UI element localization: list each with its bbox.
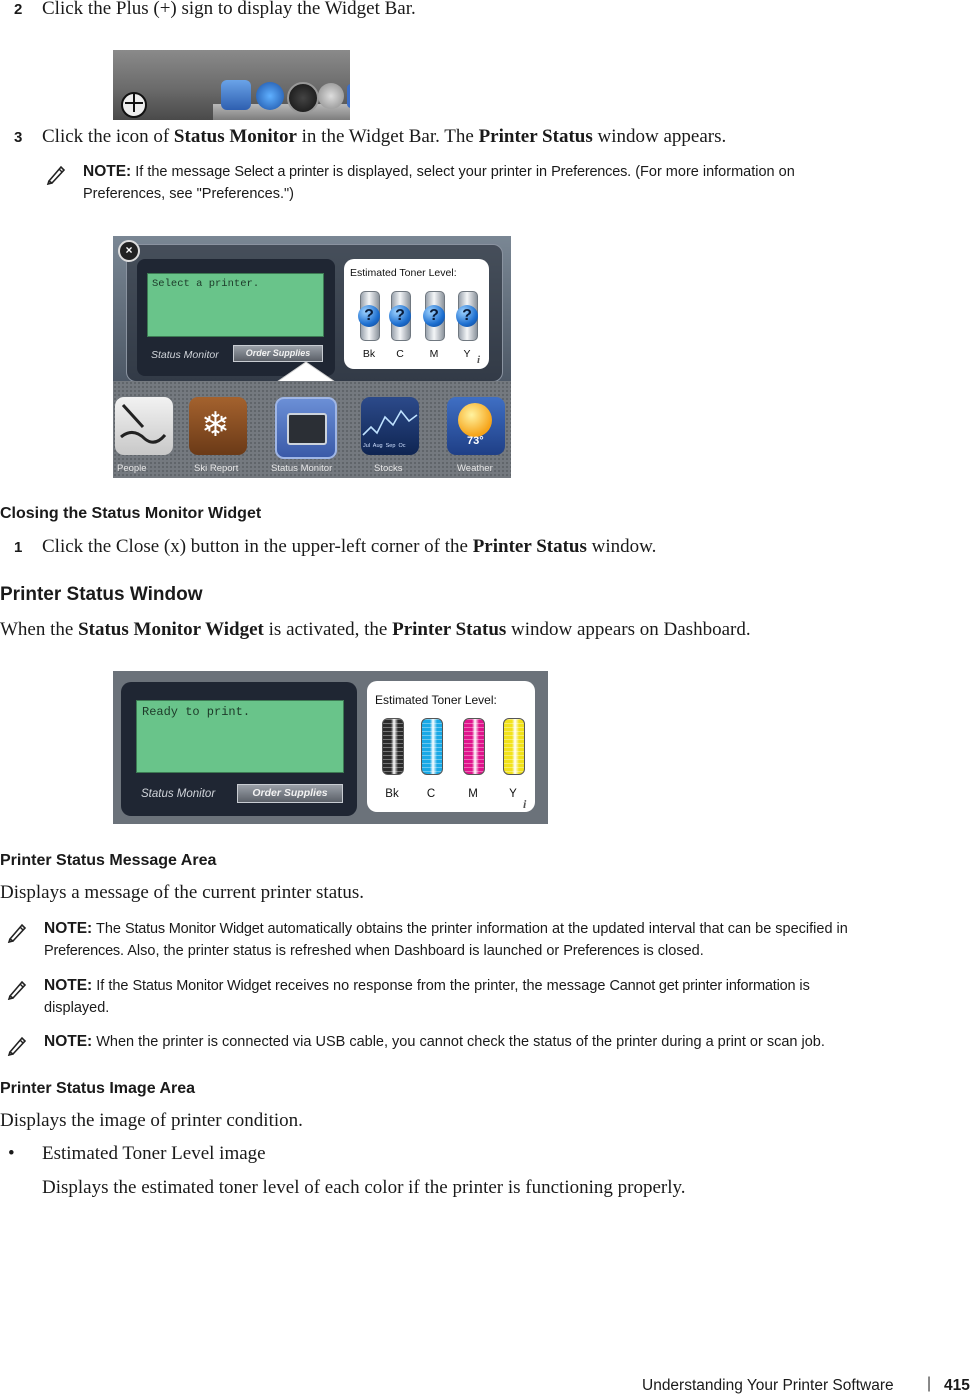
unknown-level-icon: ?: [358, 305, 380, 327]
note-pencil-icon: [45, 163, 67, 185]
footer-separator: |: [927, 1375, 932, 1392]
step-number: 1: [14, 539, 23, 556]
dock-label-ski-report: Ski Report: [194, 463, 239, 474]
dock-label-people: People: [117, 463, 147, 474]
footer-section-title: Understanding Your Printer Software: [642, 1377, 894, 1394]
printer-status-window-screenshot: [113, 671, 548, 824]
step-number: 2: [14, 1, 23, 18]
people-widget-icon[interactable]: [115, 397, 173, 455]
snowflake-icon: ❄: [201, 405, 230, 445]
toner-label-bk: Bk: [385, 788, 399, 800]
dashboard-icon: [287, 82, 319, 114]
dock-label-status-monitor: Status Monitor: [271, 463, 333, 474]
mail-icon: [347, 84, 350, 108]
toner-label-c: C: [396, 348, 404, 360]
toner-label-m: M: [429, 348, 439, 360]
weather-temperature: 73°: [467, 435, 484, 447]
note-pencil-icon: [6, 978, 28, 1000]
paragraph: When the Status Monitor Widget is activated, the Printer Status window appears on Dashboard.: [0, 619, 751, 640]
toner-cylinder-c: [421, 718, 443, 775]
paragraph: Displays a message of the current printer status.: [0, 882, 365, 903]
info-icon[interactable]: i: [523, 797, 527, 811]
sun-icon: [458, 403, 492, 437]
stocks-widget-icon[interactable]: [361, 397, 419, 455]
dock-label-weather: Weather: [457, 463, 493, 474]
toner-level-panel: [344, 259, 489, 369]
safari-icon: [318, 83, 344, 109]
unknown-level-icon: ?: [456, 305, 478, 327]
note: NOTE: The Status Monitor Widget automatically obtains the printer information at the updated interval that can be specified in Preferences. Also, the printer status is refreshed when Dashboard is launched or Preferences is closed.: [44, 920, 848, 959]
unknown-level-icon: ?: [389, 305, 411, 327]
status-monitor-widget-screenshot: [113, 236, 511, 478]
step-number: 3: [14, 129, 23, 146]
toner-level-title: Estimated Toner Level:: [350, 267, 457, 279]
section-heading: Closing the Status Monitor Widget: [0, 505, 262, 522]
status-monitor-label: Status Monitor: [141, 788, 216, 800]
toner-cylinder-m: [463, 718, 485, 775]
page-number: 415: [944, 1377, 970, 1394]
plus-bar: [133, 94, 135, 112]
status-monitor-label: Status Monitor: [151, 349, 219, 361]
section-heading: Printer Status Message Area: [0, 852, 217, 869]
order-supplies-button[interactable]: Order Supplies: [237, 784, 343, 803]
printer-icon: [287, 413, 327, 445]
note: NOTE: When the printer is connected via USB cable, you cannot check the status of the printer during a print or scan job.: [44, 1033, 825, 1050]
list-item-description: Displays the estimated toner level of each color if the printer is functioning properly.: [42, 1177, 686, 1198]
toner-label-c: C: [426, 788, 436, 800]
note-pencil-icon: [6, 921, 28, 943]
note: NOTE: If the Status Monitor Widget receives no response from the printer, the message Cannot get printer information is displayed.: [44, 977, 810, 1016]
people-icon: [115, 397, 173, 455]
list-item: Estimated Toner Level image: [42, 1143, 266, 1164]
toner-level-title: Estimated Toner Level:: [375, 693, 497, 707]
widget-bar: [113, 381, 511, 478]
lcd-display: [147, 273, 324, 337]
paragraph: Displays the image of printer condition.: [0, 1110, 303, 1131]
step-text: Click the icon of Status Monitor in the Widget Bar. The Printer Status window appears.: [42, 126, 727, 147]
section-heading: Printer Status Image Area: [0, 1080, 196, 1097]
toner-label-m: M: [468, 788, 478, 800]
stocks-months: Jul Aug Sep Oc: [363, 443, 406, 449]
status-message: Select a printer.: [152, 278, 260, 290]
toner-cylinder-bk: [382, 718, 404, 775]
close-icon[interactable]: ×: [118, 240, 140, 262]
step-text: Click the Close (x) button in the upper-left corner of the Printer Status window.: [42, 536, 657, 557]
finder-icon: [221, 80, 251, 110]
bullet: •: [8, 1143, 15, 1164]
info-icon[interactable]: i: [477, 354, 481, 366]
toner-level-panel: [367, 681, 535, 812]
app-store-icon: [256, 82, 284, 110]
note: NOTE: If the message Select a printer is displayed, select your printer in Preferences. (For more information on Preferences, see "Preferences."): [83, 163, 795, 202]
widget-bar-screenshot: [113, 50, 350, 120]
status-message: Ready to print.: [142, 705, 251, 719]
toner-cylinder-y: [503, 718, 525, 775]
note-pencil-icon: [6, 1034, 28, 1056]
unknown-level-icon: ?: [423, 305, 445, 327]
weather-widget-icon[interactable]: [447, 397, 505, 455]
step-text: Click the Plus (+) sign to display the Widget Bar.: [42, 0, 416, 19]
status-monitor-widget-icon[interactable]: [275, 397, 337, 459]
section-heading: Printer Status Window: [0, 584, 203, 605]
lcd-display: [136, 700, 344, 773]
toner-label-y: Y: [509, 788, 517, 800]
ski-report-widget-icon[interactable]: [189, 397, 247, 455]
dock-label-stocks: Stocks: [374, 463, 403, 474]
order-supplies-button[interactable]: Order Supplies: [233, 345, 323, 362]
toner-label-bk: Bk: [362, 348, 376, 360]
toner-label-y: Y: [463, 348, 471, 360]
